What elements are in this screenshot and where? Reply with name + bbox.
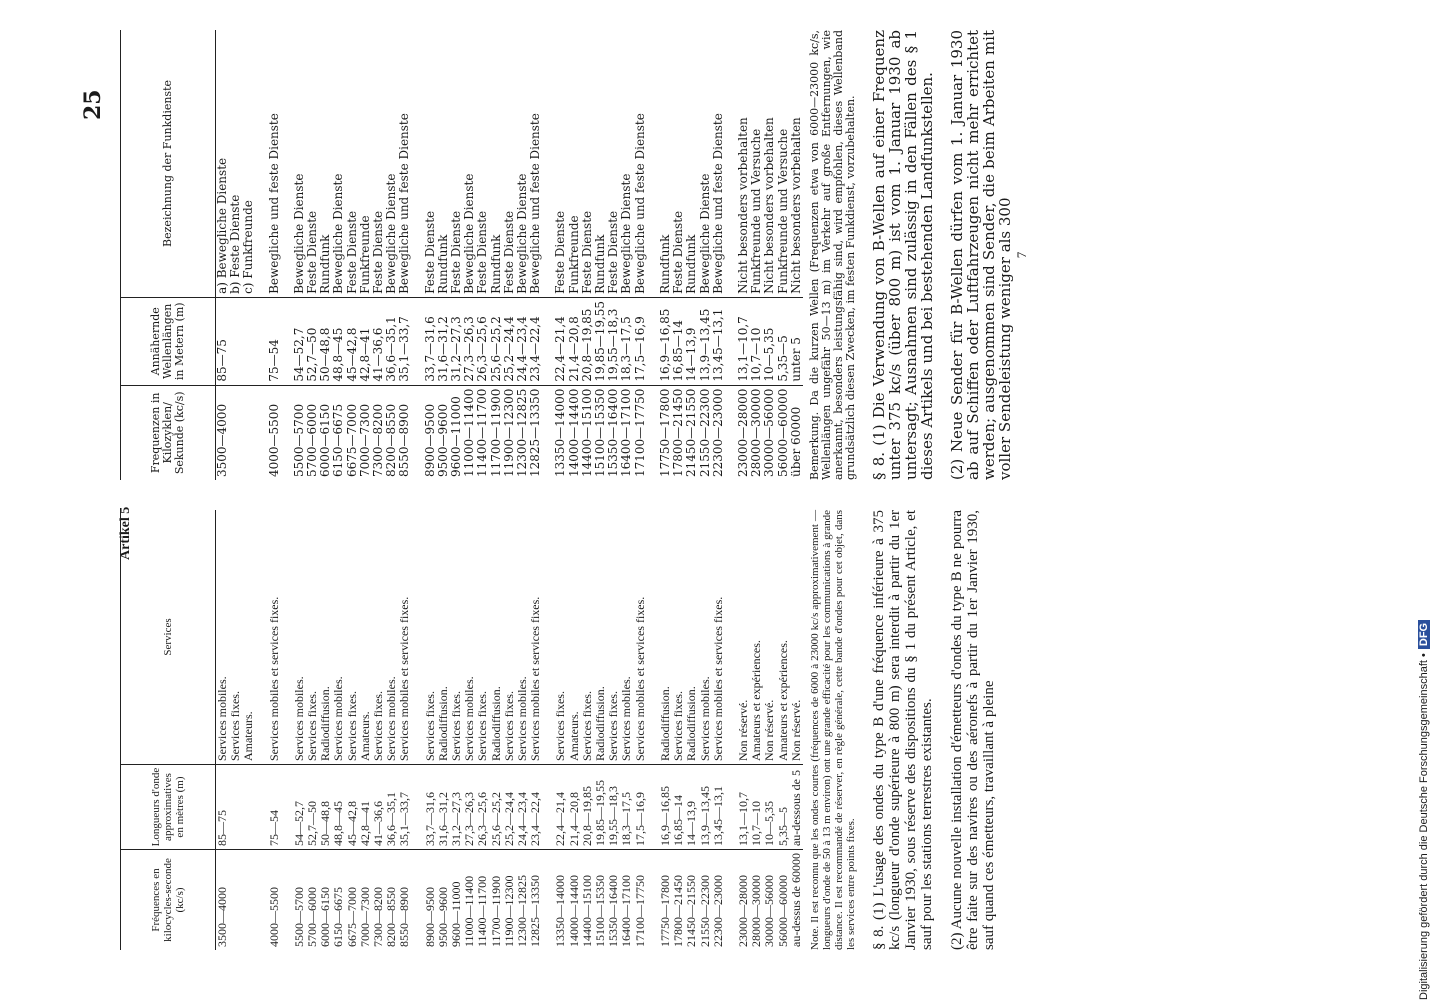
service-cell: Services mobiles. — [699, 510, 712, 765]
wavelength-cell: 50—48,8 — [319, 297, 332, 385]
frequency-cell: 11400—11700 — [475, 388, 490, 477]
group-spacer — [412, 30, 424, 480]
wavelength-cell: 31,6—31,2 — [437, 765, 450, 850]
wavelength-cell: 13,45—13,1 — [712, 297, 725, 385]
service-cell: Non réservé. — [790, 510, 803, 765]
header-services: Services — [121, 510, 216, 765]
frequency-cell: 22300—23000 — [710, 875, 725, 947]
group-spacer — [281, 510, 293, 950]
wavelength-cell: 33,7—31,6 — [424, 765, 437, 850]
french-note: Note. Il est reconnu que les ondes courtes (fréquences de 6000 à 23000 kc/s approximativement — longueurs d'onde de 50 à 13 m environ) ont une grande efficacité pour les communications à grande distance. Il est recommandé de réserver, en règle générale, cette bande d'ondes pour cet objet, dans les services entre points fixes. — [808, 510, 857, 950]
wavelength-cell: 22,4—21,4 — [554, 765, 567, 850]
frequency-cell: 15350—16400 — [606, 875, 621, 947]
service-cell: Services fixes. — [581, 510, 594, 765]
wavelength-cell: 45—42,8 — [346, 765, 359, 850]
service-cell: Services mobiles et services fixes. — [634, 510, 647, 765]
service-cell: Non réservé. — [737, 510, 750, 765]
frequency-cell: 22300—23000 — [710, 388, 725, 477]
wavelength-cell: 41—36,6 — [372, 297, 385, 385]
wavelength-cell: 24,4—23,4 — [516, 297, 529, 385]
wavelength-cell: 10—5,35 — [763, 297, 776, 385]
table-row — [620, 510, 633, 950]
table-row — [620, 30, 633, 480]
service-cell: Amateurs et expériences. — [750, 510, 763, 765]
service-cell: Bewegliche Dienste — [699, 30, 712, 297]
table-row — [216, 30, 256, 480]
wavelength-cell: 41—36,6 — [372, 765, 385, 850]
table-row — [777, 510, 790, 950]
wavelength-cell: 23,4—22,4 — [529, 765, 542, 850]
table-row — [332, 30, 345, 480]
service-cell: Services fixes. — [346, 510, 359, 765]
frequency-cell: 3500—4000 — [215, 403, 229, 477]
table-row — [268, 30, 281, 480]
frequency-cell: 8900—9500 — [422, 403, 437, 477]
service-cell: Services fixes. — [306, 510, 319, 765]
service-cell: Services mobiles. — [620, 510, 633, 765]
table-row — [476, 510, 489, 950]
service-cell: Radiodiffusion. — [659, 510, 672, 765]
service-cell: Services mobiles et services fixes. — [398, 510, 411, 765]
frequency-cell: 9600—11000 — [449, 396, 464, 477]
wavelength-cell: 45—42,8 — [346, 297, 359, 385]
service-cell: Services mobiles. — [516, 510, 529, 765]
service-cell: Feste Dienste — [372, 30, 385, 297]
table-row — [634, 510, 647, 950]
service-cell: Bewegliche und feste Dienste — [529, 30, 542, 297]
frequency-cell: 7300—8200 — [371, 403, 386, 477]
frequency-cell: 11900—12300 — [501, 875, 516, 947]
group-spacer — [412, 510, 424, 950]
service-cell: Feste Dienste — [450, 30, 463, 297]
table-row — [777, 30, 790, 480]
page-number: 25 — [80, 89, 106, 120]
table-row — [216, 510, 256, 950]
frequency-cell: 7000—7300 — [357, 887, 372, 947]
frequency-cell: 9500—9600 — [435, 887, 450, 947]
frequency-cell: 12825—13350 — [528, 875, 543, 947]
wavelength-cell: 13,45—13,1 — [712, 765, 725, 850]
wavelength-cell: 20,8—19,85 — [581, 765, 594, 850]
frequency-cell: 12300—12825 — [515, 875, 530, 947]
table-row — [398, 30, 411, 480]
service-cell: Services fixes. — [503, 510, 516, 765]
table-row — [332, 510, 345, 950]
frequency-cell: 6000—6150 — [318, 887, 333, 947]
frequency-cell: 14000—14400 — [566, 875, 581, 947]
frequency-cell: 6150—6675 — [331, 887, 346, 947]
service-cell: Services fixes. — [450, 510, 463, 765]
wavelength-cell: 85—75 — [216, 297, 256, 385]
frequency-cell: 13350—14000 — [553, 875, 568, 947]
service-cell: Nicht besonders vorbehalten — [763, 30, 776, 297]
wavelength-cell: 17,5—16,9 — [634, 297, 647, 385]
service-cell: Nicht besonders vorbehalten — [737, 30, 750, 297]
table-row — [568, 510, 581, 950]
digitization-sidebar — [1418, 0, 1432, 1000]
service-cell: Services mobiles. — [332, 510, 345, 765]
service-cell: Bewegliche und feste Dienste — [712, 30, 725, 297]
frequency-cell: 30000—56000 — [762, 875, 777, 947]
wavelength-cell: 25,6—25,2 — [490, 297, 503, 385]
german-frequency-table — [120, 30, 803, 480]
frequency-cell: 4000—5500 — [266, 887, 281, 947]
frequency-cell: 16400—17100 — [619, 875, 634, 947]
service-cell: Bewegliche Dienste — [293, 30, 306, 297]
frequency-cell: 6675—7000 — [344, 403, 359, 477]
footer-mark: 7 — [1013, 251, 1029, 259]
service-cell: Nicht besonders vorbehalten — [790, 30, 803, 297]
frequency-cell: 14000—14400 — [566, 388, 581, 477]
frequency-cell: 11900—12300 — [501, 388, 516, 477]
wavelength-cell: 26,3—25,6 — [476, 765, 489, 850]
wavelength-cell: 42,8—41 — [359, 765, 372, 850]
wavelength-cell: 13,1—10,7 — [737, 765, 750, 850]
frequency-cell: 15100—15350 — [593, 875, 608, 947]
wavelength-cell: 10,7—10 — [750, 765, 763, 850]
wavelength-cell: 5,35—5 — [777, 765, 790, 850]
wavelength-cell: 10—5,35 — [763, 765, 776, 850]
frequency-cell: 13350—14000 — [553, 388, 568, 477]
wavelength-cell: 36,6—35,1 — [385, 297, 398, 385]
wavelength-cell: 16,85—14 — [672, 297, 685, 385]
service-cell: Amateurs. — [568, 510, 581, 765]
wavelength-cell: 36,6—35,1 — [385, 765, 398, 850]
frequency-cell: 21550—22300 — [697, 388, 712, 477]
service-cell: Rundfunk — [319, 30, 332, 297]
frequency-cell: 23000—28000 — [735, 388, 750, 477]
service-cell: Rundfunk — [437, 30, 450, 297]
wavelength-cell: unter 5 — [790, 297, 803, 385]
service-cell: Services fixes. — [476, 510, 489, 765]
table-row — [346, 30, 359, 480]
wavelength-cell: 25,2—24,4 — [503, 765, 516, 850]
service-cell: Services mobiles. — [293, 510, 306, 765]
service-cell: Bewegliche Dienste — [516, 30, 529, 297]
wavelength-cell: 52,7—50 — [306, 765, 319, 850]
service-cell: Amateurs. — [359, 510, 372, 765]
service-cell: Funkfreunde und Versuche — [750, 30, 763, 297]
wavelength-cell: 10,7—10 — [750, 297, 763, 385]
service-cell: Bewegliche Dienste — [620, 30, 633, 297]
service-cell: Feste Dienste — [346, 30, 359, 297]
frequency-cell: 11700—11900 — [488, 875, 503, 947]
service-cell: Services mobiles. — [463, 510, 476, 765]
wavelength-cell: 75—54 — [268, 765, 281, 850]
group-spacer — [256, 30, 268, 480]
table-row — [529, 30, 542, 480]
wavelength-cell: 25,2—24,4 — [503, 297, 516, 385]
frequency-cell: 5500—5700 — [291, 887, 306, 947]
frequency-cell: 12825—13350 — [528, 388, 543, 477]
wavelength-cell: 31,6—31,2 — [437, 297, 450, 385]
french-table-body — [216, 510, 803, 950]
frequency-cell: 16400—17100 — [619, 388, 634, 477]
service-cell: Bewegliche Dienste — [385, 30, 398, 297]
frequency-cell: 17750—17800 — [657, 388, 672, 477]
service-cell: Amateurs et expériences. — [777, 510, 790, 765]
service-cell: Radiodiffusion. — [685, 510, 698, 765]
group-spacer — [281, 30, 293, 480]
german-paragraph-8-1: § 8. (1) Die Verwendung von B-Wellen auf einer Frequenz unter 375 kc/s (über 800 m) ist vom 1. Januar 1930 ab untersagt; Ausnahmen sind zulässig in den Fällen des § 1 dieses Artikels und bei bestehenden Landfunkstellen. — [869, 30, 936, 480]
frequency-cell: 11400—11700 — [475, 875, 490, 947]
service-cell: Bewegliche und feste Dienste — [268, 30, 281, 297]
wavelength-cell: 27,3—26,3 — [463, 765, 476, 850]
frequency-cell: 30000—56000 — [762, 388, 777, 477]
service-cell: Rundfunk — [594, 30, 607, 297]
wavelength-cell: 22,4—21,4 — [554, 297, 567, 385]
wavelength-cell: 14—13,9 — [685, 765, 698, 850]
german-note: Bemerkung. Da die kurzen Wellen (Frequenzen etwa von 6000—23000 kc/s, Wellenlängen ungefähr 50—13 m) im Verkehr auf große Entfernungen, wie anerkannt, besonders leistungsfähig sind, wird empfohlen, dieses Wellenband grundsätzlich diesen Zwecken, im festen Funkdienst, vorzubehalten. — [807, 30, 857, 480]
wavelength-cell: 33,7—31,6 — [424, 297, 437, 385]
frequency-cell: 9500—9600 — [435, 403, 450, 477]
wavelength-cell: 48,8—45 — [332, 765, 345, 850]
frequency-cell: 5700—6000 — [305, 403, 320, 477]
table-row — [790, 30, 803, 480]
frequency-cell: 7300—8200 — [371, 887, 386, 947]
service-cell: Feste Dienste — [581, 30, 594, 297]
dfg-logo: DFG — [1418, 620, 1430, 649]
service-cell: Funkfreunde und Versuche — [777, 30, 790, 297]
wavelength-cell: 23,4—22,4 — [529, 297, 542, 385]
service-cell: Services fixes. — [372, 510, 385, 765]
wavelength-cell: 26,3—25,6 — [476, 297, 489, 385]
wavelength-cell: 16,9—16,85 — [659, 765, 672, 850]
service-cell: Radiodiffusion. — [437, 510, 450, 765]
header-wellenlaengen: Annähernde Wellenlängen in Metern (m) — [121, 297, 216, 385]
wavelength-cell: 42,8—41 — [359, 297, 372, 385]
table-row — [424, 30, 437, 480]
wavelength-cell: 16,9—16,85 — [659, 297, 672, 385]
frequency-cell: 56000—60000 — [775, 875, 790, 947]
table-row — [529, 510, 542, 950]
wavelength-cell: 19,55—18,3 — [607, 765, 620, 850]
table-row — [398, 510, 411, 950]
service-cell: Services fixes. — [672, 510, 685, 765]
frequency-cell: 7000—7300 — [357, 403, 372, 477]
wavelength-cell: 35,1—33,7 — [398, 765, 411, 850]
table-row — [763, 510, 776, 950]
wavelength-cell: 13,1—10,7 — [737, 297, 750, 385]
table-row — [699, 30, 712, 480]
wavelength-cell: 18,3—17,5 — [620, 765, 633, 850]
service-cell: Rundfunk — [490, 30, 503, 297]
service-cell: Non réservé. — [763, 510, 776, 765]
service-cell: Radiodiffusion. — [490, 510, 503, 765]
table-row — [568, 30, 581, 480]
wavelength-cell: 13,9—13,45 — [699, 297, 712, 385]
frequency-cell: 9600—11000 — [449, 881, 464, 947]
service-cell: Services mobiles et services fixes. — [712, 510, 725, 765]
service-cell: Services mobiles. Services fixes. Amateurs. — [216, 510, 256, 765]
wavelength-cell: 27,3—26,3 — [463, 297, 476, 385]
table-row — [712, 510, 725, 950]
service-cell: Services mobiles et services fixes. — [529, 510, 542, 765]
frequency-cell: 5700—6000 — [305, 887, 320, 947]
wavelength-cell: 14—13,9 — [685, 297, 698, 385]
frequency-cell: 17750—17800 — [657, 875, 672, 947]
table-row — [712, 30, 725, 480]
service-cell: Services fixes. — [607, 510, 620, 765]
wavelength-cell: 48,8—45 — [332, 297, 345, 385]
wavelength-cell: 5,35—5 — [777, 297, 790, 385]
table-row — [685, 30, 698, 480]
wavelength-cell: 20,8—19,85 — [581, 297, 594, 385]
table-row — [346, 510, 359, 950]
service-cell: Funkfreunde — [568, 30, 581, 297]
service-cell: Services fixes. — [424, 510, 437, 765]
service-cell: Bewegliche Dienste — [332, 30, 345, 297]
service-cell: Feste Dienste — [554, 30, 567, 297]
german-column — [120, 30, 1028, 480]
service-cell: Bewegliche und feste Dienste — [634, 30, 647, 297]
frequency-cell: 21450—21550 — [684, 388, 699, 477]
frequency-cell: 17100—17750 — [632, 388, 647, 477]
group-spacer — [256, 510, 268, 950]
table-row — [634, 30, 647, 480]
service-cell: Feste Dienste — [476, 30, 489, 297]
frequency-cell: 4000—5500 — [266, 403, 281, 477]
service-cell: Feste Dienste — [672, 30, 685, 297]
header-funkdienste: Bezeichnung der Funkdienste — [121, 30, 216, 297]
table-row — [554, 30, 567, 480]
wavelength-cell: 75—54 — [268, 297, 281, 385]
sidebar-text: Digitalisierung gefördert durch die Deutsche Forschungsgemeinschaft • — [1418, 653, 1430, 1000]
table-row — [685, 510, 698, 950]
wavelength-cell: 13,9—13,45 — [699, 765, 712, 850]
header-frequency: Fréquences en kilocycles-seconde (kc/s) — [121, 850, 216, 950]
frequency-cell: 17800—21450 — [671, 388, 686, 477]
service-cell: Radiodiffusion. — [594, 510, 607, 765]
wavelength-cell: 19,55—18,3 — [607, 297, 620, 385]
french-column — [120, 510, 997, 950]
service-cell: Rundfunk — [685, 30, 698, 297]
frequency-cell: 11000—11400 — [462, 388, 477, 477]
header-wavelength: Longueurs d'onde approximatives en mètres (m) — [121, 765, 216, 850]
frequency-cell: 11000—11400 — [462, 875, 477, 947]
frequency-cell: 28000—30000 — [749, 388, 764, 477]
table-row — [490, 510, 503, 950]
wavelength-cell: 31,2—27,3 — [450, 765, 463, 850]
wavelength-cell: 17,5—16,9 — [634, 765, 647, 850]
frequency-cell: 11700—11900 — [488, 388, 503, 477]
frequency-cell: über 60000 — [788, 406, 803, 477]
wavelength-cell: 21,4—20,8 — [568, 765, 581, 850]
wavelength-cell: 85—75 — [216, 765, 256, 850]
service-cell: Bewegliche Dienste — [463, 30, 476, 297]
wavelength-cell: 19,85—19,55 — [594, 765, 607, 850]
wavelength-cell: 52,7—50 — [306, 297, 319, 385]
frequency-cell: 21550—22300 — [697, 875, 712, 947]
table-row — [268, 510, 281, 950]
frequency-cell: 14400—15100 — [579, 875, 594, 947]
frequency-cell: 17100—17750 — [632, 875, 647, 947]
wavelength-cell: 50—48,8 — [319, 765, 332, 850]
table-row — [699, 510, 712, 950]
french-paragraph-8-1: § 8. (1) L'usage des ondes du type B d'une fréquence inférieure à 375 kc/s (longueur d'onde supérieure à 800 m) sera interdit à partir du 1er Janvier 1930, sous réserve des dispositions du § 1 du présent Article, et sauf pour les stations terrestres existantes. — [870, 510, 935, 950]
service-cell: Feste Dienste — [424, 30, 437, 297]
frequency-cell: 15350—16400 — [606, 388, 621, 477]
french-paragraph-8-2: (2) Aucune nouvelle installation d'émetteurs d'ondes du type B ne pourra être faite sur des navires ou des aéronefs à partir du 1er Janvier 1930, sauf quand ces émetteurs, travaillant à pleine — [948, 510, 997, 950]
wavelength-cell: 19,85—19,55 — [594, 297, 607, 385]
frequency-cell: 21450—21550 — [684, 875, 699, 947]
service-cell: Bewegliche und feste Dienste — [398, 30, 411, 297]
frequency-cell: 15100—15350 — [593, 388, 608, 477]
wavelength-cell: au-dessous de 5 — [790, 765, 803, 850]
wavelength-cell: 24,4—23,4 — [516, 765, 529, 850]
service-cell: Radiodiffusion. — [319, 510, 332, 765]
frequency-cell: 23000—28000 — [735, 875, 750, 947]
wavelength-cell: 54—52,7 — [293, 297, 306, 385]
german-paragraph-8-2: (2) Neue Sender für B-Wellen dürfen vom 1. Januar 1930 ab auf Schiffen oder Luftfahrzeugen nicht mehr errichtet werden; ausgenommen sind Sender, die beim Arbeiten mit voller Sendeleistung weniger als 300 — [947, 30, 1014, 480]
frequency-cell: 8550—8900 — [397, 403, 412, 477]
table-row — [790, 510, 803, 950]
frequency-cell: 17800—21450 — [671, 875, 686, 947]
wavelength-cell: 21,4—20,8 — [568, 297, 581, 385]
table-row — [763, 30, 776, 480]
frequency-cell: 8200—8550 — [384, 403, 399, 477]
service-cell: Services mobiles. — [385, 510, 398, 765]
wavelength-cell: 35,1—33,7 — [398, 297, 411, 385]
frequency-cell: au-dessus de 60000 — [788, 853, 803, 947]
wavelength-cell: 25,6—25,2 — [490, 765, 503, 850]
service-cell: Funkfreunde — [359, 30, 372, 297]
wavelength-cell: 18,3—17,5 — [620, 297, 633, 385]
frequency-cell: 8900—9500 — [422, 887, 437, 947]
frequency-cell: 6000—6150 — [318, 403, 333, 477]
header-frequenzen: Frequenzen in Kilozyklen/ Sekunde (kc/s) — [121, 385, 216, 480]
table-row — [476, 30, 489, 480]
frequency-cell: 14400—15100 — [579, 388, 594, 477]
table-row — [554, 510, 567, 950]
wavelength-cell: 31,2—27,3 — [450, 297, 463, 385]
article-title: Artikel 5 — [118, 506, 133, 560]
frequency-cell: 28000—30000 — [749, 875, 764, 947]
german-table-body — [216, 30, 803, 480]
service-cell: Feste Dienste — [306, 30, 319, 297]
wavelength-cell: 54—52,7 — [293, 765, 306, 850]
table-row — [424, 510, 437, 950]
service-cell: a) Bewegliche Dienste b) Feste Dienste c) Funkfreunde — [216, 30, 256, 297]
frequency-cell: 56000—60000 — [775, 388, 790, 477]
frequency-cell: 8550—8900 — [397, 887, 412, 947]
service-cell: Feste Dienste — [503, 30, 516, 297]
service-cell: Services mobiles et services fixes. — [268, 510, 281, 765]
frequency-cell: 3500—4000 — [215, 887, 229, 947]
frequency-cell: 12300—12825 — [515, 388, 530, 477]
frequency-cell: 8200—8550 — [384, 887, 399, 947]
french-frequency-table — [120, 510, 803, 950]
frequency-cell: 6675—7000 — [344, 887, 359, 947]
table-row — [490, 30, 503, 480]
service-cell: Feste Dienste — [607, 30, 620, 297]
wavelength-cell: 16,85—14 — [672, 765, 685, 850]
frequency-cell: 5500—5700 — [291, 403, 306, 477]
frequency-cell: 6150—6675 — [331, 403, 346, 477]
service-cell: Services fixes. — [554, 510, 567, 765]
service-cell: Rundfunk — [659, 30, 672, 297]
